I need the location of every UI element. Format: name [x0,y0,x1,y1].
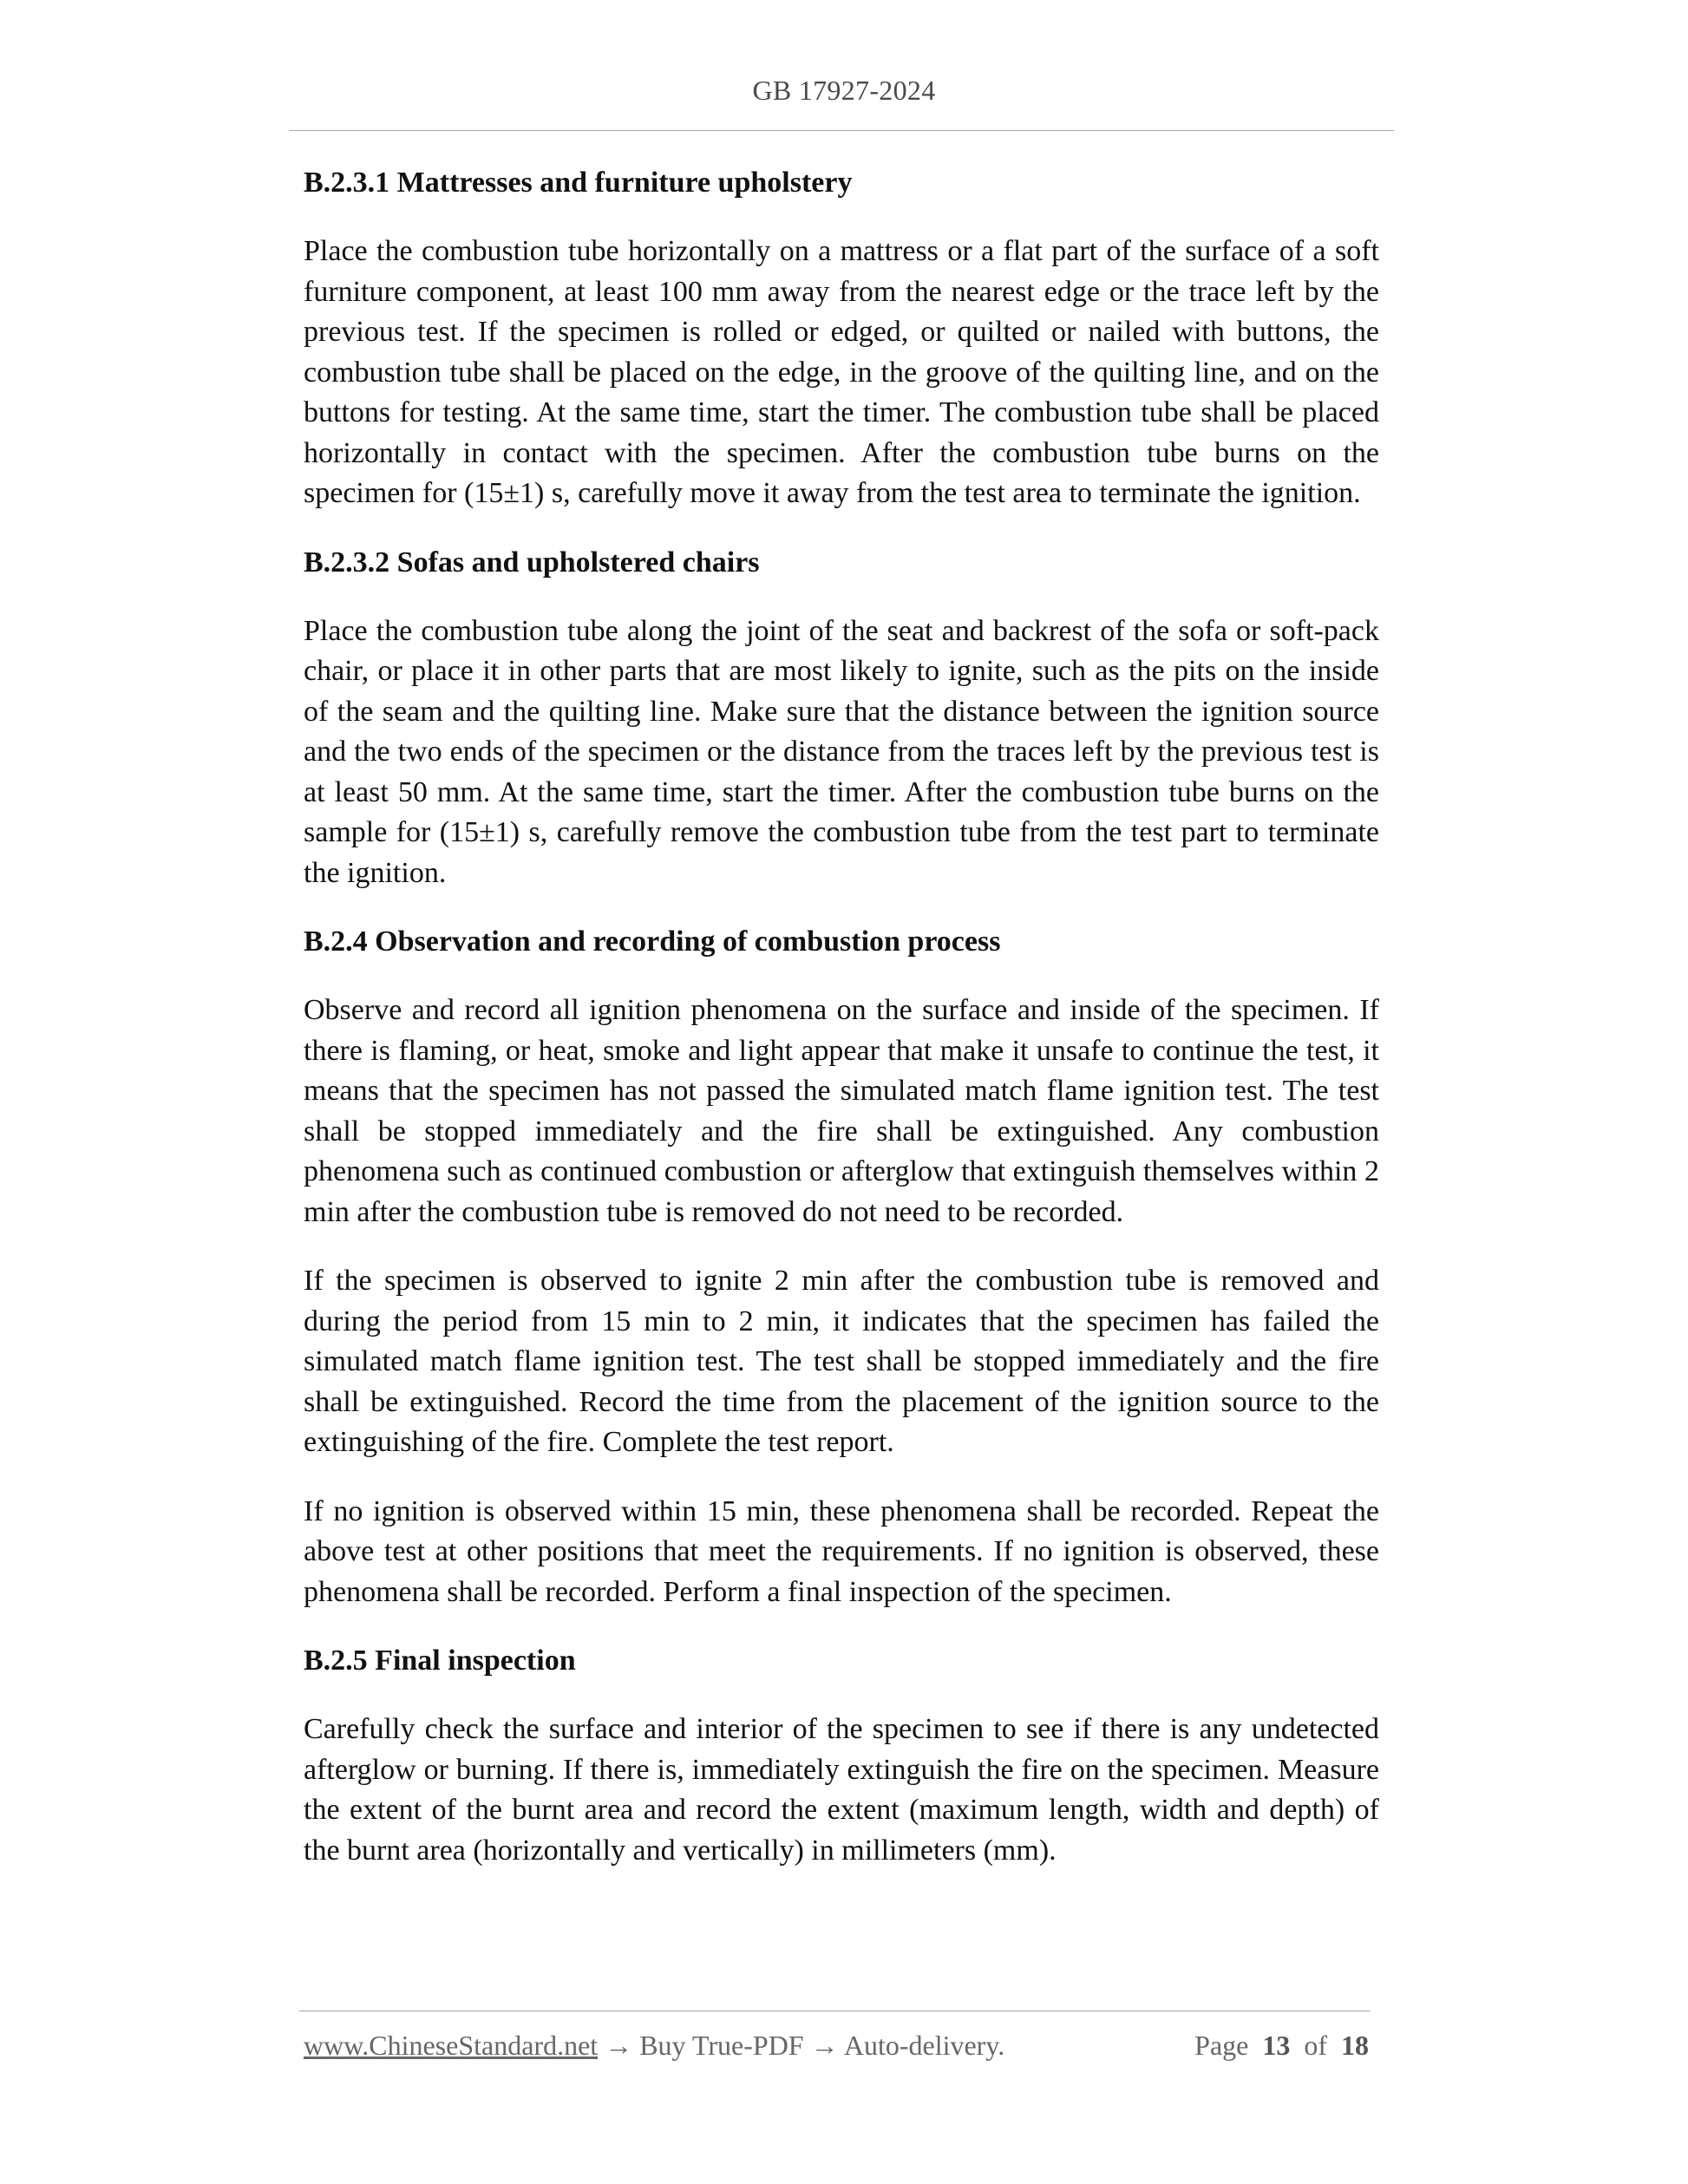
section-heading-b2-5: B.2.5 Final inspection [304,1645,576,1677]
document-body [304,163,1379,1900]
paragraph-observation-2: If the specimen is observed to ignite 2 min after the combustion tube is removed and during the period from 15 min to 2 min, it indicates that the specimen has failed the simulated match flame ignition test. The test shall be stopped immediately and the fire shall be extinguished. Record the time from the placement of the ignition source to the extinguishing of the fire. Complete the test report. [304,1265,1379,1458]
of-label: of [1304,2030,1327,2061]
page-current: 13 [1262,2030,1291,2061]
document-header-title: GB 17927-2024 [752,75,936,106]
page-label: Page [1194,2030,1249,2061]
paragraph-observation-3: If no ignition is observed within 15 min, these phenomena shall be recorded. Repeat the above test at other positions that meet the requirements. If no ignition is observed, these phenomena shall be recorded. Perform a final inspection of the specimen. [304,1494,1379,1608]
header-divider [289,130,1394,131]
section-heading-b2-3-2: B.2.3.2 Sofas and upholstered chairs [304,546,760,579]
paragraph-mattresses: Place the combustion tube horizontally on a mattress or a flat part of the surface of a soft furniture component, at least 100 mm away from the nearest edge or the trace left by the previous test. If the specimen is rolled or edged, or quilted or nailed with buttons, the combustion tube shall be placed on the edge, in the groove of the quilting line, and on the buttons for testing. At the same time, start the timer. The combustion tube shall be placed horizontally in contact with the specimen. After the combustion tube burns on the specimen for (15±1) s, carefully move it away from the test area to terminate the ignition. [304,235,1379,509]
footer-promo [304,2030,1004,2062]
paragraph-sofas: Place the combustion tube along the joint of the seat and backrest of the sofa or soft-pack chair, or place it in other parts that are most likely to ignite, such as the pits on the inside of the seam and the quilting line. Make sure that the distance between the ignition source and the two ends of the specimen or the distance from the traces left by the previous test is at least 50 mm. At the same time, start the timer. After the combustion tube burns on the sample for (15±1) s, carefully remove the combustion tube from the test part to terminate the ignition. [304,614,1379,889]
page-total: 18 [1341,2030,1369,2061]
section-heading-b2-4: B.2.4 Observation and recording of combustion process [304,925,1001,958]
paragraph-final-inspection: Carefully check the surface and interior of the specimen to see if there is any undetected afterglow or burning. If there is, immediately extinguish the fire on the specimen. Measure the extent of the burnt area and record the extent (maximum length, width and depth) of the burnt area (horizontally and vertically) in millimeters (mm). [304,1713,1379,1867]
paragraph-observation-1: Observe and record all ignition phenomena on the surface and inside of the specimen. If there is flaming, or heat, smoke and light appear that make it unsafe to continue the test, it means that the specimen has not passed the simulated match flame ignition test. The test shall be stopped immediately and the fire shall be extinguished. Any combustion phenomena such as continued combustion or afterglow that extinguish themselves within 2 min after the combustion tube is removed do not need to be recorded. [304,994,1379,1228]
footer-promo-text: → Buy True-PDF → Auto-delivery. [598,2030,1005,2061]
chinesestandard-link[interactable]: www.ChineseStandard.net [304,2030,599,2061]
page-number [1194,2030,1369,2062]
section-heading-b2-3-1: B.2.3.1 Mattresses and furniture upholstery [304,167,853,199]
